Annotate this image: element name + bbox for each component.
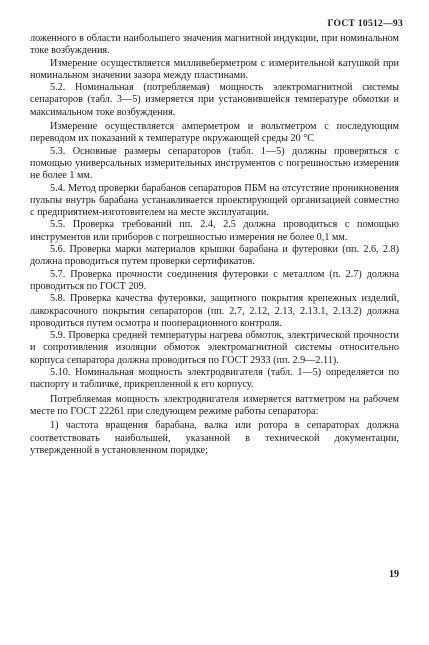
- paragraph-2: 5.2. Номинальная (потребляемая) мощность электромагнитной системы сепараторов (табл. 3—5) измеряется при установившейся температуре обмотки и максимальном токе возбуждения.: [30, 82, 399, 118]
- paragraph-4: 5.3. Основные размеры сепараторов (табл. 1—5) должны проверяться с помощью универсальных измерительных инструментов с погрешностью измерения не более 1 мм.: [30, 145, 399, 182]
- paragraph-6: 5.5. Проверка требований пп. 2.4, 2.5 должна проводиться с помощью инструментов или приборов с погрешностью измерения не более 0,1 мм.: [30, 219, 399, 243]
- paragraph-13: 1) частота вращения барабана, валка или ротора в сепараторах должна соответствовать наибольшей, указанной в технической документации, утвержденной в установленном порядке;: [30, 420, 399, 456]
- document-header: ГОСТ 10512—93: [327, 19, 403, 29]
- paragraph-11: 5.10. Номинальная мощность электродвигателя (табл. 1—5) определяется по паспорту и табличке, прикрепленной к его корпусу.: [30, 367, 399, 391]
- document-body: [30, 33, 399, 457]
- paragraph-0: ложенного в области наибольшего значения магнитной индукции, при номинальном токе возбуждения.: [30, 33, 399, 57]
- paragraph-3: Измерение осуществляется амперметром и вольтметром с последующим переводом их показаний к температуре окружающей среды 20 °С: [30, 121, 399, 145]
- paragraph-9: 5.8. Проверка качества футеровки, защитного покрытия крепежных изделий, лакокрасочного покрытия сепараторов (пп. 2.7, 2.12, 2.13, 2.13.1, 2.13.2) должна проводиться путем осмотра и пооперационного контроля.: [30, 293, 399, 329]
- paragraph-5: 5.4. Метод проверки барабанов сепараторов ПБМ на отсутствие проникновения пульпы внутрь барабана устанавливается проектирующей организацией совместно с предприятием-изготовителем на месте эксплуатации.: [30, 182, 399, 219]
- paragraph-8: 5.7. Проверка прочности соединения футеровки с металлом (п. 2.7) должна проводиться по ГОСТ 209.: [30, 268, 399, 292]
- paragraph-1: Измерение осуществляется милливеберметром с измерительной катушкой при номинальном значении зазора между пластинами.: [30, 57, 399, 81]
- page-number: 19: [389, 569, 399, 580]
- paragraph-12: Потребляемая мощность электродвигателя измеряется ваттметром на рабочем месте по ГОСТ 22261 при следующем режиме работы сепаратора:: [30, 393, 399, 417]
- paragraph-10: 5.9. Проверка средней температуры нагрева обмоток, электрической прочности и сопротивления изоляции обмоток электромагнитной системы относительно корпуса сепаратора должна проводиться по ГОСТ 2933 (пп. 2.9—2.11).: [30, 330, 399, 366]
- paragraph-7: 5.6. Проверка марки материалов крышки барабана и футеровки (пп. 2.6, 2.8) должна проводиться путем проверки сертификатов.: [30, 244, 399, 268]
